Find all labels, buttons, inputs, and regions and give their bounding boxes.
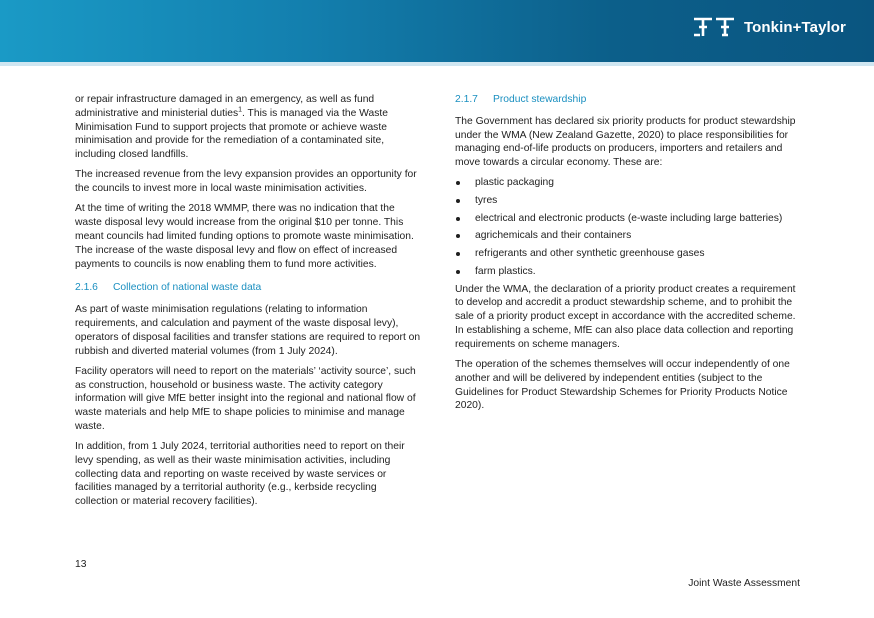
list-item: electrical and electronic products (e-waste including large batteries) [455, 212, 803, 226]
paragraph: The increased revenue from the levy expansion provides an opportunity for the councils to invest more in local waste minimisation activities. [75, 169, 417, 195]
paragraph: The operation of the schemes themselves will occur independently of one another and will be delivered by independent entities (subject to the Guidelines for Product Stewardship Schemes for Priority Products Notice 2020). [455, 358, 790, 412]
right-column [455, 93, 803, 420]
paragraph: Facility operators will need to report on the materials’ ‘activity source’, such as construction, household or business waste. The activity category information will give MfE better insight into the regional and national flow of waste materials and help MfE to shape policies to minimise and manage waste. [75, 365, 416, 432]
list-item: plastic packaging [455, 176, 803, 190]
section-heading-2-1-6 [75, 281, 421, 295]
paragraph: Under the WMA, the declaration of a priority product creates a requirement to develop and accredit a product stewardship scheme, and to prohibit the sale of a priority product except in accordance with the accredited scheme. In establishing a scheme, MfE can also place data collection and reporting requirements on scheme managers. [455, 283, 796, 350]
list-item: agrichemicals and their containers [455, 229, 803, 243]
paragraph: The Government has declared six priority products for product stewardship under the WMA (New Zealand Gazette, 2020) to place responsibilities for managing end-of-life products on producers, importers and retailers and move towards a circular economy. These are: [455, 115, 796, 169]
list-item: refrigerants and other synthetic greenhouse gases [455, 247, 803, 261]
section-heading-2-1-7 [455, 93, 803, 107]
footnote-reference[interactable]: 1 [238, 106, 243, 114]
paragraph: As part of waste minimisation regulations (relating to information requirements, and calculation and payment of the waste disposal levy), operators of disposal facilities and transfer stations are required to report on rubbish and diverted material volumes (from 1 July 2024). [75, 304, 421, 357]
paragraph: In addition, from 1 July 2024, territorial authorities need to report on their levy spending, as well as their waste minimisation activities, including collecting data and reporting on waste received by waste services or facilities managed by a territorial authority (e.g., kerbside recycling collection or material recovery facilities). [75, 441, 405, 508]
paragraph-text: . This is managed via the Waste Minimisation Fund to support projects that promote or achieve waste minimisation and provide for the remediation of a contaminated site, including closed landfills. [75, 107, 388, 161]
section-number: 2.1.6 [75, 282, 98, 294]
list-item: tyres [455, 194, 803, 208]
paragraph [75, 93, 421, 162]
tonkin-taylor-logo [692, 14, 846, 40]
list-item: farm plastics. [455, 265, 803, 279]
priority-products-list [455, 176, 803, 278]
page-number: 13 [75, 559, 87, 570]
tt-logo-mark-icon [692, 15, 738, 39]
page-header-banner [0, 0, 874, 62]
section-title: Collection of national waste data [113, 282, 262, 294]
footer-document-title: Joint Waste Assessment [688, 578, 800, 589]
paragraph: At the time of writing the 2018 WMMP, there was no indication that the waste disposal levy would increase from the original $10 per tonne. This meant councils had limited funding options to promote waste minimisation. The increase of the waste disposal levy and flow on effect of increased payments to councils is now enabling them to fund more activities. [75, 203, 414, 270]
left-column [75, 93, 421, 515]
section-title: Product stewardship [493, 94, 587, 105]
section-number: 2.1.7 [455, 94, 478, 105]
paragraph-text: or repair infrastructure damaged in an emergency, as well as fund administrative and ministerial duties [75, 94, 375, 119]
header-divider [0, 62, 874, 66]
logo-text: Tonkin+Taylor [743, 18, 846, 36]
